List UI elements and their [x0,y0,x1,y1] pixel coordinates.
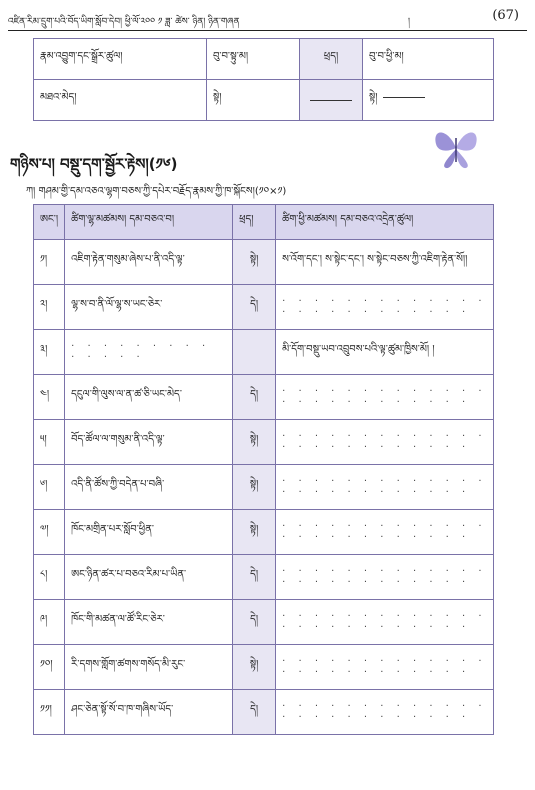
blank-line[interactable] [383,96,425,98]
info-table [33,38,494,121]
header-divider: ། [408,17,410,27]
particle-cell: དེ། [233,690,276,735]
front-clause: ལྷ་ས་བ་ནི་ལོ་ལྷ་ས་ཡང་ཅེར་ [65,285,233,330]
row-number: ༢། [34,285,65,330]
particle-cell: དེ། [233,600,276,645]
back-clause[interactable]: · · · · · · · · · · · · · · · · · · · · · · · · · [276,555,494,600]
info-value: བུ་བ་ཕྱི་མ། [363,39,494,80]
table-row [34,285,494,330]
particle-cell: སྟེ། [233,465,276,510]
table-row [34,690,494,735]
particle-cell: དེ། [233,555,276,600]
table-row [34,375,494,420]
back-clause: ས་འོག་དང་། ས་སྟེང་དང་། ས་སྟེང་བཅས་ཀྱི་འཇིག་རྟེན་སོ།། [276,240,494,285]
particle-cell: སྟེ། [233,645,276,690]
table-row [34,240,494,285]
particle-cell: སྟེ། [233,420,276,465]
particle-cell: སྟེ། [233,510,276,555]
front-clause: འདི་ནི་ཚོས་ཀྱི་བདེན་པ་བཞི་ [65,465,233,510]
front-clause: ཁོང་མགྲིན་པར་སློབ་ཕྱིན་ [65,510,233,555]
back-clause[interactable]: · · · · · · · · · · · · · · · · · · · · · · · · · [276,645,494,690]
running-title: འཛིན་རིམ་དྲུག་པའི་བོད་ཡིག་སློབ་དེབ། ཕྱི་ལོ་༢༠༠ ༡ ཟླ་ ཚེས་ ཉིན། ཉིན་གཞན [8,17,240,27]
back-clause[interactable]: · · · · · · · · · · · · · · · · · · · · · · · · · [276,465,494,510]
particle-cell[interactable] [233,330,276,375]
particle-cell: དེ། [233,285,276,330]
info-value: བུ་བ་སྟུ་མ། [207,39,300,80]
col-header-particle: ཕྲད། [233,205,276,240]
back-clause[interactable]: · · · · · · · · · · · · · · · · · · · · · · · · · [276,600,494,645]
front-clause: ཁོང་གི་མཚན་ལ་ཚོ་རིང་ཅེར་ [65,600,233,645]
info-value: སྟེ། [363,80,494,121]
back-clause: མི་དོག་བསྡུ་ཡབ་འབྲུབས་པའི་ལྟ་ཚུམ་ཁྱིས་མོ། ། [276,330,494,375]
row-number: ༩། [34,600,65,645]
table-row [34,330,494,375]
table-row [34,510,494,555]
exercise-table [33,204,494,735]
front-clause: དངུལ་གི་ལུས་ལ་ན་ཚ་ཅི་ཡང་མེད་ [65,375,233,420]
page-header [8,8,527,28]
front-clause[interactable]: · · · · · · · · · · · · · · [65,330,233,375]
info-label: མཐའ་མེད། [34,80,207,121]
table-header-row [34,205,494,240]
blank-line[interactable] [310,99,352,101]
back-clause[interactable]: · · · · · · · · · · · · · · · · · · · · · · · · · [276,510,494,555]
col-header-front: ཚིག་ལྷ་མཚམས། དམ་བཅའ་བ། [65,205,233,240]
row-number: ༡༠། [34,645,65,690]
instruction-text: ཀ། གཤམ་གྱི་དམ་འཅའ་ལྷག་བཅས་ཀྱི་དཔེར་བརྗོད་རྣམས་ཀྱི་ཁ་སྐོངས།(༡༠×༡) [26,186,287,197]
back-clause[interactable]: · · · · · · · · · · · · · · · · · · · · · · · · · [276,420,494,465]
header-rule [8,30,527,31]
table-row [34,465,494,510]
info-shaded-cell [300,80,363,121]
butterfly-icon [430,122,482,174]
info-value: སྟེ། [207,80,300,121]
table-row [34,420,494,465]
row-number: ༦། [34,465,65,510]
row-number: ༣། [34,330,65,375]
row-number: ༧། [34,510,65,555]
back-clause[interactable]: · · · · · · · · · · · · · · · · · · · · · · · · · [276,690,494,735]
info-row [34,80,494,121]
row-number: ༡༡། [34,690,65,735]
row-number: ༡། [34,240,65,285]
info-row [34,39,494,80]
info-shaded-cell: ཕྲད། [300,39,363,80]
front-clause: འཇིག་རྟེན་གསུམ་ཞེས་པ་ནི་འདི་ལྟ་ [65,240,233,285]
front-clause: ཨང་ཉིན་ཚར་པ་བཅའ་རིམ་པ་ཡིན་ [65,555,233,600]
table-row [34,645,494,690]
section-heading: གཉིས་པ། བསྡུ་དག་སྦྱོར་རྟེས།(༡༦) [10,155,178,173]
row-number: ༨། [34,555,65,600]
row-number: ༥། [34,420,65,465]
front-clause: ཤང་ཅེན་སྟོ་སོ་བ་ཁ་གཞིས་ཡོད་ [65,690,233,735]
info-label: རྣམ་འབྱུག་དང་སྒྲོར་ཚུལ། [34,39,207,80]
table-row [34,600,494,645]
col-header-back: ཚིག་ཕྱི་མཚམས། དམ་བཅའ་འདྲེན་ཚུལ། [276,205,494,240]
page-number: (67) [492,8,519,23]
back-clause[interactable]: · · · · · · · · · · · · · · · · · · · · · · · · · [276,285,494,330]
front-clause: རི་དགས་གློག་ཚགས་གསོད་མི་རུང་ [65,645,233,690]
back-clause[interactable]: · · · · · · · · · · · · · · · · · · · · · · · · · [276,375,494,420]
front-clause: བོད་ཚོལ་ལ་གསུམ་ནི་འདི་ལྟ་ [65,420,233,465]
table-row [34,555,494,600]
col-header-number: ཨང་། [34,205,65,240]
particle-cell: དེ། [233,375,276,420]
particle-cell: སྟེ། [233,240,276,285]
row-number: ༤། [34,375,65,420]
